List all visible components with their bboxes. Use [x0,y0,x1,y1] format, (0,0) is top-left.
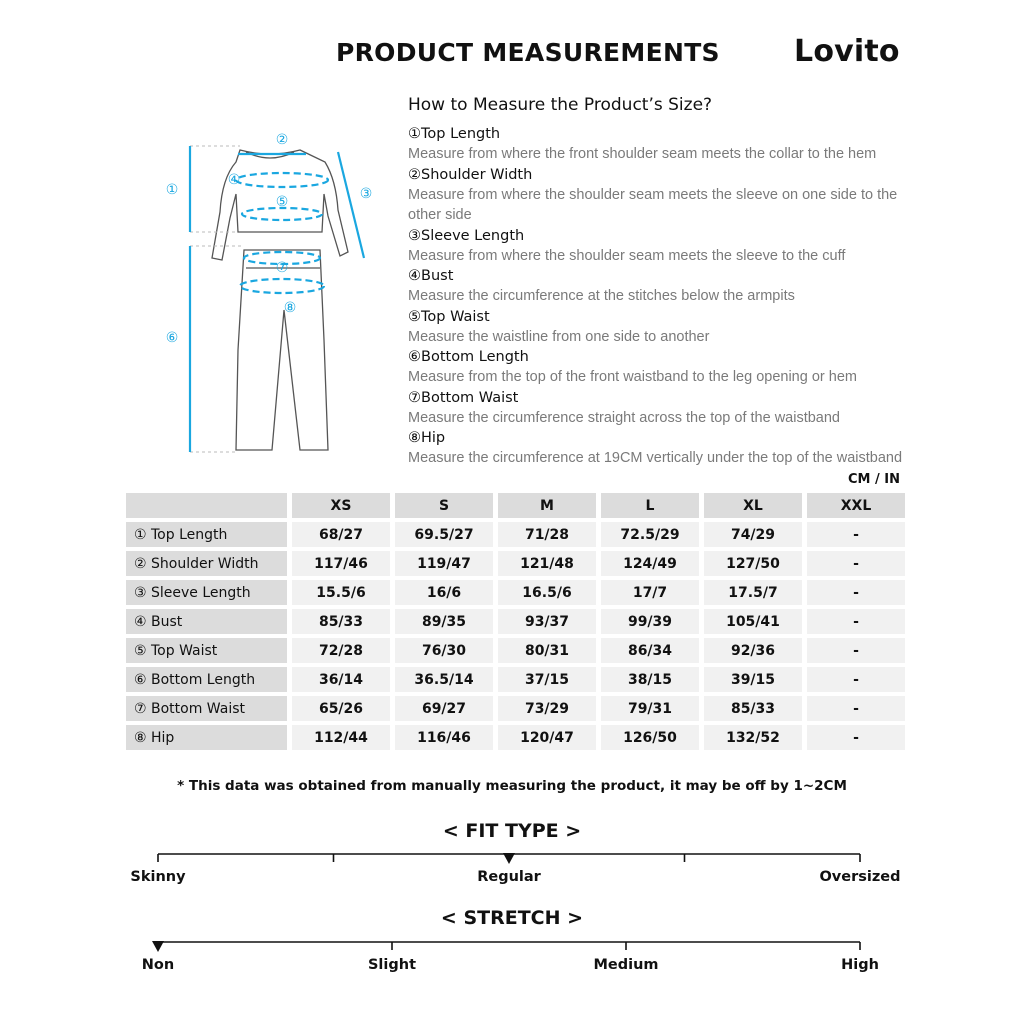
measurement-value-cell: - [807,609,905,634]
measurement-value-cell: 85/33 [704,696,802,721]
guide-item-desc: Measure the circumference straight across the top of the waistband [408,409,840,426]
measurement-label-cell: ④ Bust [126,609,287,634]
size-header: XL [704,493,802,518]
measurement-value-cell: 69.5/27 [395,522,493,547]
fit_type-label: Skinny [130,869,186,885]
measurement-value-cell: 15.5/6 [292,580,390,605]
page-title: PRODUCT MEASUREMENTS [336,38,720,67]
measurement-value-cell: 116/46 [395,725,493,750]
measurement-value-cell: 93/37 [498,609,596,634]
measurement-value-cell: 126/50 [601,725,699,750]
guide-item-label: ④Bust [408,268,454,284]
measurement-value-cell: 68/27 [292,522,390,547]
marker-bottom-length: ⑥ [165,330,179,346]
marker-hip: ⑧ [283,300,297,316]
measurement-value-cell: 38/15 [601,667,699,692]
size-header: L [601,493,699,518]
guide-item-label: ⑦Bottom Waist [408,389,519,406]
measurement-value-cell: 72/28 [292,638,390,663]
measurement-value-cell: 76/30 [395,638,493,663]
guide-item-label: ⑧Hip [408,430,446,446]
size-header: XXL [807,493,905,518]
size-header: S [395,493,493,518]
measurement-value-cell: 71/28 [498,522,596,547]
marker-bust: ④ [227,172,241,188]
measurement-value-cell: 89/35 [395,609,493,634]
marker-bottom-waist: ⑦ [275,260,289,276]
marker-top-waist: ⑤ [275,194,289,210]
measurement-note: * This data was obtained from manually measuring the product, it may be off by 1~2CM [177,778,847,794]
measurement-value-cell: 105/41 [704,609,802,634]
measurement-label-cell: ⑦ Bottom Waist [126,696,287,721]
measurement-value-cell: 124/49 [601,551,699,576]
stretch-title: < STRETCH > [440,907,584,929]
marker-shoulder-width: ② [275,132,289,148]
measurement-label-cell: ③ Sleeve Length [126,580,287,605]
fit_type-label: Oversized [819,869,901,885]
measurement-value-cell: 17/7 [601,580,699,605]
measurement-label-cell: ⑥ Bottom Length [126,667,287,692]
guide-item-label: ⑥Bottom Length [408,349,529,365]
measurement-value-cell: - [807,551,905,576]
marker-sleeve-length: ③ [359,186,373,202]
measurement-value-cell: 117/46 [292,551,390,576]
brand-logo: Lovito [794,34,900,69]
marker-top-length: ① [165,182,179,198]
measurement-value-cell: 85/33 [292,609,390,634]
guide-item-desc: Measure the circumference at 19CM vertically under the top of the waistband [408,450,903,466]
stretch-scale [152,941,860,952]
guide-title: How to Measure the Product’s Size? [408,95,713,115]
measurement-value-cell: 92/36 [704,638,802,663]
measurement-value-cell: 36.5/14 [395,667,493,692]
fit-type-title: < FIT TYPE > [442,820,582,842]
measurement-value-cell: - [807,696,905,721]
measurement-value-cell: - [807,725,905,750]
guide-item-label: ③Sleeve Length [408,227,525,244]
fit_type-selected-marker [503,853,515,864]
guide-item-desc: Measure the circumference at the stitches below the armpits [408,288,795,304]
measurement-value-cell: 37/15 [498,667,596,692]
measurement-value-cell: 39/15 [704,667,802,692]
measurement-value-cell: - [807,522,905,547]
measurement-label-cell: ② Shoulder Width [126,551,287,576]
measurement-value-cell: 121/48 [498,551,596,576]
stretch-label: Non [141,957,175,973]
measurement-value-cell: 65/26 [292,696,390,721]
guide-item-desc: Measure from where the shoulder seam meets the sleeve to the cuff [408,247,846,264]
guide-item-desc: Measure the waistline from one side to another [408,328,710,345]
measurement-value-cell: 132/52 [704,725,802,750]
measurement-value-cell: 86/34 [601,638,699,663]
guide-item-label: ②Shoulder Width [408,166,533,183]
measurement-value-cell: 17.5/7 [704,580,802,605]
size-header: XS [292,493,390,518]
measurement-value-cell: 99/39 [601,609,699,634]
measurement-value-cell: 112/44 [292,725,390,750]
stretch-label: High [841,957,879,973]
measurement-value-cell: 120/47 [498,725,596,750]
measurement-value-cell: 74/29 [704,522,802,547]
measurement-value-cell: 119/47 [395,551,493,576]
measurement-value-cell: 69/27 [395,696,493,721]
measurement-label-cell: ① Top Length [126,522,287,547]
guide-item-desc: Measure from where the shoulder seam meets the sleeve on one side to the other side [408,186,898,223]
fit_type-label: Regular [477,869,541,885]
measurement-value-cell: - [807,667,905,692]
guide-item-desc: Measure from the top of the front waistband to the leg opening or hem [408,369,857,385]
measurement-value-cell: 73/29 [498,696,596,721]
guide-item-label: ⑤Top Waist [408,308,490,325]
guide-item-label: ①Top Length [408,126,501,142]
measurement-value-cell: - [807,580,905,605]
measurement-label-cell: ⑤ Top Waist [126,638,287,663]
fit-type-scale [158,853,860,864]
size-header: M [498,493,596,518]
measurement-value-cell: 79/31 [601,696,699,721]
measurement-value-cell: 127/50 [704,551,802,576]
measurement-value-cell: 16.5/6 [498,580,596,605]
guide-item-desc: Measure from where the front shoulder seam meets the collar to the hem [408,146,877,162]
measurement-value-cell: - [807,638,905,663]
measurement-value-cell: 72.5/29 [601,522,699,547]
measurement-value-cell: 36/14 [292,667,390,692]
measurement-label-cell: ⑧ Hip [126,725,287,750]
unit-label: CM / IN [848,472,900,487]
stretch-label: Slight [367,957,417,973]
stretch-label: Medium [593,957,659,973]
stretch-selected-marker [152,941,164,952]
measurement-value-cell: 80/31 [498,638,596,663]
measurement-value-cell: 16/6 [395,580,493,605]
